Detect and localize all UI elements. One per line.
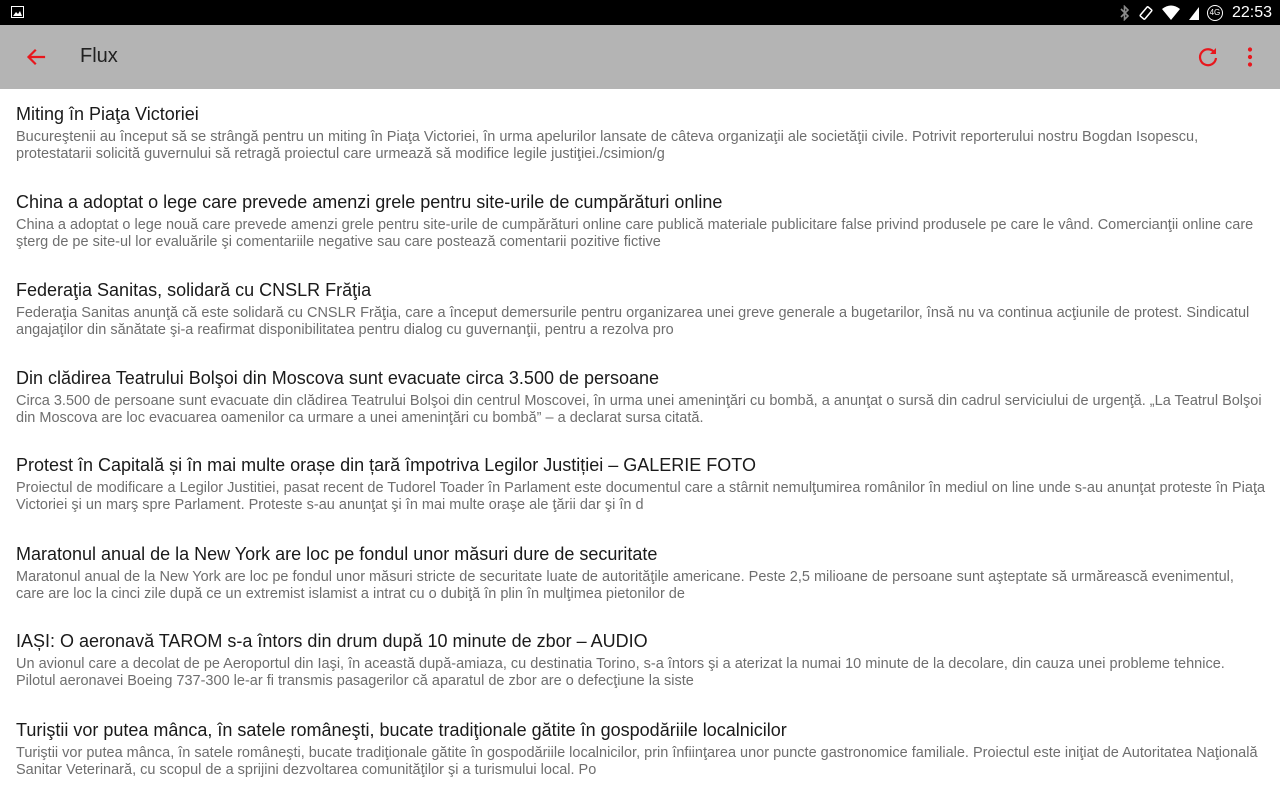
gallery-icon	[11, 6, 24, 18]
item-title: Miting în Piaţa Victoriei	[16, 104, 199, 124]
bluetooth-icon	[1119, 5, 1131, 21]
status-icons	[1119, 0, 1272, 25]
list-item[interactable]	[16, 719, 1266, 779]
item-description: Maratonul anual de la New York are loc pe fondul unor măsuri stricte de securitate luate de autorităţile americane. Peste 2,5 milioane de persoane sunt aşteptate să urmărească evenimentul, care are loc la cinci zile după ce un extremist islamist a intrat cu o dubiţă în plin în mulţimea pietonilor de	[16, 569, 1234, 602]
list-item[interactable]	[16, 279, 1266, 339]
list-item[interactable]	[16, 103, 1266, 163]
wifi-icon	[1161, 5, 1181, 21]
status-time: 22:53	[1231, 3, 1272, 21]
item-title: Maratonul anual de la New York are loc pe fondul unor măsuri dure de securitate	[16, 544, 658, 564]
rotate-icon	[1138, 5, 1154, 21]
item-title: Protest în Capitală și în mai multe orașe din țară împotriva Legilor Justiției – GALERIE FOTO	[16, 455, 756, 475]
list-item[interactable]	[16, 454, 1266, 514]
item-title: Federaţia Sanitas, solidară cu CNSLR Frăţia	[16, 280, 372, 300]
item-title: Din clădirea Teatrului Bolşoi din Moscova sunt evacuate circa 3.500 de persoane	[16, 368, 660, 388]
item-description: Federaţia Sanitas anunţă că este solidară cu CNSLR Frăţia, care a început demersurile pentru organizarea unei greve generale a bugetarilor, însă nu va continua acţiunile de protest. Sindicatul angajaţilor din sănătate şi-a reafirmat disponibilitatea pentru dialog cu guvernanţii, pentru a rezolva pro	[16, 305, 1250, 338]
list-item[interactable]	[16, 367, 1266, 427]
item-description: China a adoptat o lege nouă care prevede amenzi grele pentru site-urile de cumpărături online care publică materiale publicitare false privind produsele pe care le vând. Comercianţii online care şterg de pe site-ul lor evaluările şi comentariile negative sau care postează comentarii pozitive fictive	[16, 217, 1254, 250]
list-item[interactable]	[16, 543, 1266, 603]
feed-list	[0, 89, 1280, 800]
list-item[interactable]	[16, 191, 1266, 251]
app-bar	[0, 25, 1280, 89]
item-description: Un avionul care a decolat de pe Aeroportul din Iaşi, în această după-amiaza, cu destinatia Torino, s-a întors şi a aterizat la numai 10 minute de la decolare, din cauza unei probleme tehnice. Pilotul aeronavei Boeing 737-300 le-ar fi transmis pasagerilor că aparatul de zbor are o defecţiune la siste	[16, 656, 1225, 689]
more-vert-icon[interactable]	[1236, 43, 1264, 71]
item-description: Circa 3.500 de persoane sunt evacuate din clădirea Teatrului Bolşoi din centrul Moscovei, în urma unei ameninţări cu bombă, a anunţat o sursă din cadrul serviciului de urgenţă. „La Teatrul Bolşoi din Moscova are loc evacuarea oamenilor ca urmare a unei ameninţări cu bombă” – a declarat sursa citată.	[16, 393, 1262, 426]
4g-icon: 4G	[1207, 5, 1223, 21]
page-title: Flux	[80, 45, 118, 67]
item-description: Bucureştenii au început să se strângă pentru un miting în Piaţa Victoriei, în urma apelurilor lansate de câteva organizaţii ale societăţii civile. Potrivit reporterului nostru Bogdan Isopescu, protestatarii solicită guvernului să retragă proiectul care urmează să modifice legile justiţiei./csimion/g	[16, 129, 1199, 162]
refresh-icon[interactable]	[1194, 43, 1222, 71]
item-description: Proiectul de modificare a Legilor Justitiei, pasat recent de Tudorel Toader în Parlament este documentul care a stârnit nemulţumirea românilor în mediul on line unde s-au anunţat proteste în Piaţa Victoriei şi un marş spre Parlament. Proteste s-au anunţat şi în mai multe oraşe ale ţării dar şi în d	[16, 480, 1266, 513]
item-title: IAȘI: O aeronavă TAROM s-a întors din drum după 10 minute de zbor – AUDIO	[16, 631, 648, 651]
signal-icon	[1188, 5, 1200, 21]
item-description: Turiştii vor putea mânca, în satele româneşti, bucate tradiţionale gătite în gospodăriile localnicilor, prin înfiinţarea unor puncte gastronomice familiale. Proiectul este iniţiat de Autoritatea Naţională Sanitar Veterinară, cu scopul de a sprijini dezvoltarea comunităţilor şi a turismului local. Po	[16, 745, 1258, 778]
item-title: Turiştii vor putea mânca, în satele româneşti, bucate tradiţionale gătite în gospodăriile localnicilor	[16, 720, 787, 740]
list-item[interactable]	[16, 630, 1266, 690]
item-title: China a adoptat o lege care prevede amenzi grele pentru site-urile de cumpărături online	[16, 192, 723, 212]
arrow-left-icon[interactable]	[22, 43, 50, 71]
status-bar	[0, 0, 1280, 25]
